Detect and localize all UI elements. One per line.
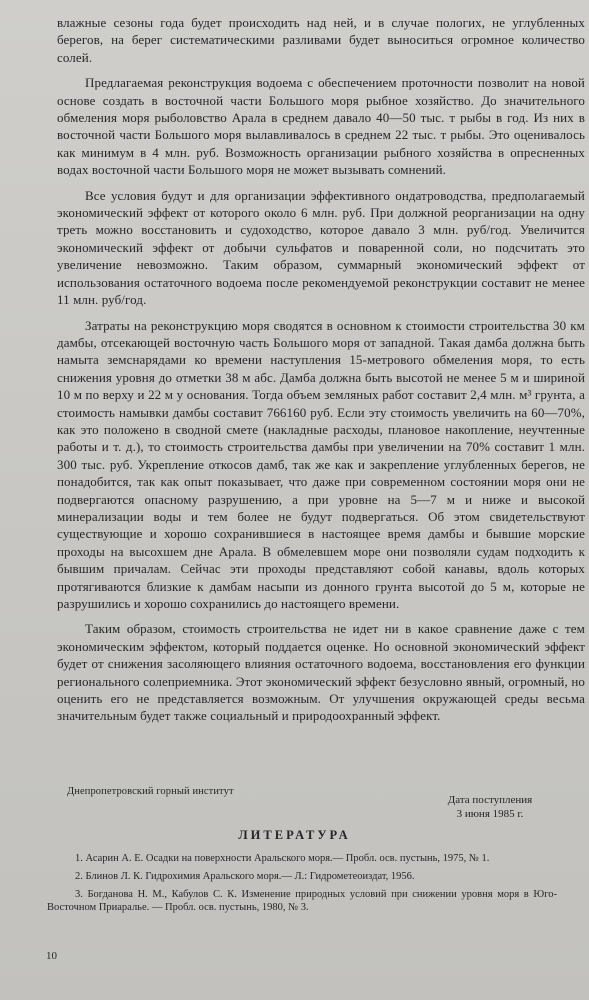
- reference-list: [47, 852, 557, 919]
- received-label: Дата поступления: [447, 794, 533, 806]
- received-value: 3 июня 1985 г.: [456, 808, 524, 820]
- paragraph-1: влажные сезоны года будет происходить над ней, и в случае пологих, не углубленных берегов, на берег систематическими разливами будет выноситься огромное количество солей.: [57, 15, 585, 65]
- page-number: 10: [46, 950, 57, 962]
- paragraph-4: Затраты на реконструкцию моря сводятся в основном к стоимости строительства 30 км дамбы, отсекающей восточную часть Большого моря от западной. Такая дамба должна быть намыта земснарядами ко времени наступления 15-метрового обмеления моря, то есть снижения уровня до отметки 38 м абс. Дамба должна быть высотой не менее 5 м и шириной 10 м по верху и 22 м у основания. Тогда объем земляных работ составит 2,4 млн. м³ грунта, а стоимость намывки дамбы составит 766160 руб. Если эту стоимость увеличить на 60—70%, как это положено в сводной смете (накладные расходы, плановое накопление, неучтенные работы и т. д.), то стоимость строительства дамбы при увеличении на 70% составит 1 млн. 300 тыс. руб. Укрепление откосов дамб, так же как и закрепление углубленных берегов, не понадобится, так как опыт показывает, что даже при современном состоянии моря они не подвергаются опасному разрушению, а при уровне на 5—7 м и ниже и высокой минерализации воды и тем более не будут подвергаться. Об этом свидетельствуют существующие и хорошо сохранившиеся в настоящее время дамбы и бывшие морские проходы на высохшем дне Арала. В обмелевшем море они позволяли судам подходить к бывшим причалам. Сейчас эти проходы представляют собой канавы, вдоль которых протягиваются близкие к дамбам насыпи из донного грунта высотой до 5 м, которые не разрушились и хорошо сохранились до настоящего времени.: [57, 317, 585, 611]
- literature-heading: ЛИТЕРАТУРА: [238, 828, 351, 842]
- reference-item: 2. Блинов Л. К. Гидрохимия Аральского моря.— Л.: Гидрометеоиздат, 1956.: [75, 871, 415, 882]
- article-body: [57, 14, 585, 725]
- institute-name: Днепропетровский горный институт: [67, 786, 234, 797]
- paragraph-5: Таким образом, стоимость строительства не идет ни в какое сравнение даже с тем экономическим эффектом, который поддается оценке. Но основной экономический эффект будет от снижения засоляющего влияния остаточного водоема, восстановления его функции регионального солеприемника. Этот экономический эффект безусловно явный, огромный, но оценить его не представляется возможным. От улучшения окружающей среды весьма значительным будет также социальный и природоохранный эффект.: [57, 621, 585, 724]
- paragraph-2: Предлагаемая реконструкция водоема с обеспечением проточности позволит на новой основе создать в восточной части Большого моря рыбное хозяйство. До значительного обмеления моря рыболовство Арала в среднем давало 40—50 тыс. т рыбы в год. Из них в восточной части Большого моря вылавливалось в среднем 22 тыс. т рыбы. Это оценивалось как минимум в 4 млн. руб. Возможность организации рыбного хозяйства в опресненных водах восточной части Большого моря не может вызывать сомнений.: [57, 75, 585, 178]
- paragraph-3: Все условия будут и для организации эффективного ондатроводства, предполагаемый экономический эффект от которого около 6 млн. руб. При должной реорганизации на одну треть можно восстановить и судоходство, которое давало 3 млн. руб/год. Увеличится экономический эффект от добычи сульфатов и поваренной соли, но подсчитать это увеличение невозможно. Таким образом, суммарный экономический эффект от использования остаточного водоема после рекомендуемой реконструкции составит не менее 11 млн. руб/год.: [57, 187, 585, 308]
- received-date: [430, 793, 550, 821]
- reference-item: 3. Богданова Н. М., Кабулов С. К. Изменение природных условий при снижении уровня моря в Юго-Восточном Приаралье. — Пробл. осв. пустынь, 1980, № 3.: [47, 889, 557, 913]
- reference-item: 1. Асарин А. Е. Осадки на поверхности Аральского моря.— Пробл. осв. пустынь, 1975, № 1.: [75, 853, 490, 864]
